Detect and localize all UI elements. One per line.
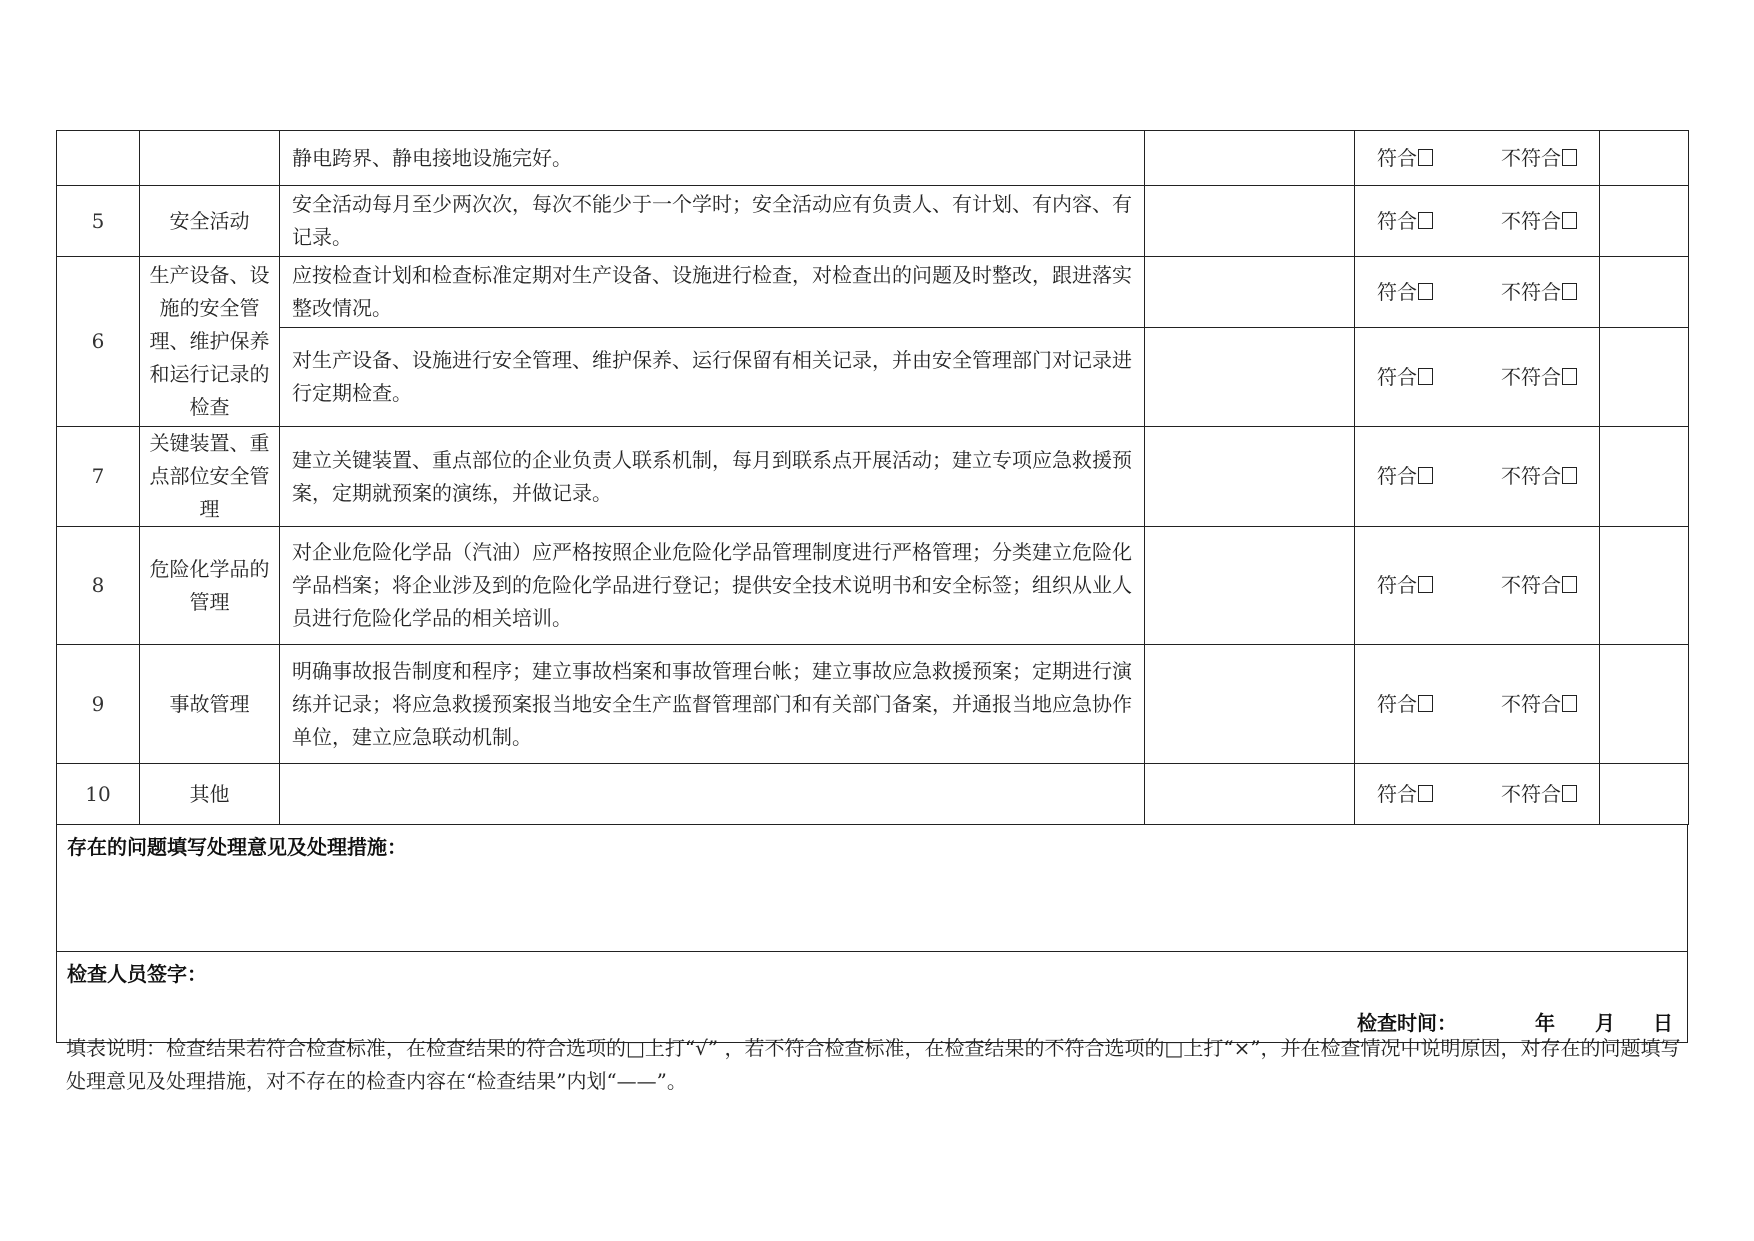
pass-option[interactable] — [1377, 361, 1433, 394]
result-cell — [1355, 131, 1600, 186]
result-cell — [1355, 328, 1600, 427]
checkbox-icon[interactable] — [1562, 283, 1577, 300]
fail-option[interactable] — [1501, 688, 1577, 721]
remark-cell[interactable] — [1600, 427, 1689, 527]
date-label: 检查时间： — [1357, 1011, 1457, 1035]
checkbox-icon[interactable] — [1418, 695, 1433, 712]
fail-label: 不符合 — [1501, 464, 1561, 488]
checkbox-icon[interactable] — [1562, 576, 1577, 593]
row-number: 7 — [57, 427, 140, 527]
inspection-status-cell[interactable] — [1145, 131, 1355, 186]
fail-label: 不符合 — [1501, 279, 1561, 304]
pass-option[interactable] — [1377, 205, 1433, 238]
row-item: 其他 — [140, 764, 280, 825]
pass-option[interactable] — [1377, 778, 1433, 811]
inspection-status-cell[interactable] — [1145, 257, 1355, 328]
row-content: 明确事故报告制度和程序；建立事故档案和事故管理台帐；建立事故应急救援预案；定期进行演练并记录；将应急救援预案报当地安全生产监督管理部门和有关部门备案，并通报当地应急协作单位，建立应急联动机制。 — [280, 645, 1145, 764]
checkbox-icon[interactable] — [1418, 212, 1433, 229]
pass-label: 符合 — [1377, 279, 1417, 304]
fail-option[interactable] — [1501, 569, 1577, 602]
row-item — [140, 131, 280, 186]
inspection-status-cell[interactable] — [1145, 527, 1355, 645]
table-row — [57, 645, 1689, 764]
remark-cell[interactable] — [1600, 764, 1689, 825]
fail-option[interactable] — [1501, 460, 1577, 493]
row-item: 事故管理 — [140, 645, 280, 764]
fail-option[interactable] — [1501, 361, 1577, 394]
fail-label: 不符合 — [1501, 691, 1561, 716]
table-row — [57, 427, 1689, 527]
fail-option[interactable] — [1501, 142, 1577, 175]
pass-option[interactable] — [1377, 688, 1433, 721]
pass-label: 符合 — [1377, 691, 1417, 716]
inspection-status-cell[interactable] — [1145, 427, 1355, 527]
row-content: 安全活动每月至少两次次，每次不能少于一个学时；安全活动应有负责人、有计划、有内容、有记录。 — [280, 186, 1145, 257]
result-cell — [1355, 257, 1600, 328]
row-content[interactable] — [280, 764, 1145, 825]
fail-label: 不符合 — [1501, 573, 1561, 597]
pass-label: 符合 — [1377, 364, 1417, 389]
checkbox-icon[interactable] — [1418, 368, 1433, 385]
checkbox-icon[interactable] — [1562, 368, 1577, 385]
row-content: 应按检查计划和检查标准定期对生产设备、设施进行检查，对检查出的问题及时整改，跟进落实整改情况。 — [280, 257, 1145, 328]
pass-option[interactable] — [1377, 569, 1433, 602]
fail-label: 不符合 — [1501, 208, 1561, 233]
row-content: 对企业危险化学品（汽油）应严格按照企业危险化学品管理制度进行严格管理；分类建立危险化学品档案；将企业涉及到的危险化学品进行登记；提供安全技术说明书和安全标签；组织从业人员进行危险化学品的相关培训。 — [280, 527, 1145, 645]
year-label: 年 — [1535, 1011, 1555, 1035]
row-item: 安全活动 — [140, 186, 280, 257]
remark-cell[interactable] — [1600, 257, 1689, 328]
fail-option[interactable] — [1501, 778, 1577, 811]
result-cell — [1355, 645, 1600, 764]
row-content: 建立关键装置、重点部位的企业负责人联系机制，每月到联系点开展活动；建立专项应急救援预案，定期就预案的演练，并做记录。 — [280, 427, 1145, 527]
table-row — [57, 186, 1689, 257]
checkbox-icon[interactable] — [1562, 695, 1577, 712]
table-row — [57, 257, 1689, 328]
checkbox-icon[interactable] — [1418, 785, 1433, 802]
day-label: 日 — [1653, 1011, 1673, 1035]
checkbox-icon[interactable] — [1418, 283, 1433, 300]
fill-instructions: 填表说明：检查结果若符合检查标准，在检查结果的符合选项的□上打“√” ，若不符合检查标准，在检查结果的不符合选项的□上打“×”，并在检查情况中说明原因，对存在的问题填写处理意见及处理措施，对不存在的检查内容在“检查结果”内划“——”。 — [66, 1036, 1681, 1093]
table-row — [57, 328, 1689, 427]
result-cell — [1355, 527, 1600, 645]
pass-label: 符合 — [1377, 781, 1417, 806]
pass-label: 符合 — [1377, 208, 1417, 233]
pass-label: 符合 — [1377, 573, 1417, 597]
remark-cell[interactable] — [1600, 527, 1689, 645]
remark-cell[interactable] — [1600, 131, 1689, 186]
inspection-sheet — [56, 130, 1688, 1043]
remark-cell[interactable] — [1600, 328, 1689, 427]
row-item: 生产设备、设施的安全管理、维护保养和运行记录的检查 — [140, 257, 280, 427]
row-number — [57, 131, 140, 186]
table-row — [57, 131, 1689, 186]
row-number: 9 — [57, 645, 140, 764]
pass-option[interactable] — [1377, 142, 1433, 175]
result-cell — [1355, 764, 1600, 825]
row-number: 5 — [57, 186, 140, 257]
checkbox-icon[interactable] — [1418, 467, 1433, 484]
signature-label: 检查人员签字： — [67, 962, 207, 986]
row-number: 10 — [57, 764, 140, 825]
fail-option[interactable] — [1501, 205, 1577, 238]
result-cell — [1355, 186, 1600, 257]
problems-section[interactable] — [56, 825, 1688, 952]
table-row — [57, 764, 1689, 825]
checkbox-icon[interactable] — [1418, 576, 1433, 593]
pass-label: 符合 — [1377, 145, 1417, 170]
result-cell — [1355, 427, 1600, 527]
row-item: 危险化学品的管理 — [140, 527, 280, 645]
pass-option[interactable] — [1377, 460, 1433, 493]
inspection-status-cell[interactable] — [1145, 764, 1355, 825]
fail-label: 不符合 — [1501, 364, 1561, 389]
pass-label: 符合 — [1377, 464, 1417, 488]
checkbox-icon[interactable] — [1418, 149, 1433, 166]
problems-label: 存在的问题填写处理意见及处理措施： — [67, 835, 407, 859]
inspection-status-cell[interactable] — [1145, 186, 1355, 257]
fail-option[interactable] — [1501, 276, 1577, 309]
fail-label: 不符合 — [1501, 781, 1561, 806]
checkbox-icon[interactable] — [1562, 212, 1577, 229]
checkbox-icon[interactable] — [1562, 149, 1577, 166]
inspection-table — [56, 130, 1689, 825]
row-number: 6 — [57, 257, 140, 427]
inspection-status-cell[interactable] — [1145, 328, 1355, 427]
row-item: 关键装置、重点部位安全管理 — [140, 427, 280, 527]
checkbox-icon[interactable] — [1562, 785, 1577, 802]
row-content: 静电跨界、静电接地设施完好。 — [280, 131, 1145, 186]
signature-section[interactable] — [56, 952, 1688, 1043]
remark-cell[interactable] — [1600, 645, 1689, 764]
inspection-status-cell[interactable] — [1145, 645, 1355, 764]
row-content: 对生产设备、设施进行安全管理、维护保养、运行保留有相关记录，并由安全管理部门对记录进行定期检查。 — [280, 328, 1145, 427]
row-number: 8 — [57, 527, 140, 645]
pass-option[interactable] — [1377, 276, 1433, 309]
remark-cell[interactable] — [1600, 186, 1689, 257]
table-row — [57, 527, 1689, 645]
checkbox-icon[interactable] — [1562, 467, 1577, 484]
fail-label: 不符合 — [1501, 145, 1561, 170]
month-label: 月 — [1595, 1011, 1615, 1035]
